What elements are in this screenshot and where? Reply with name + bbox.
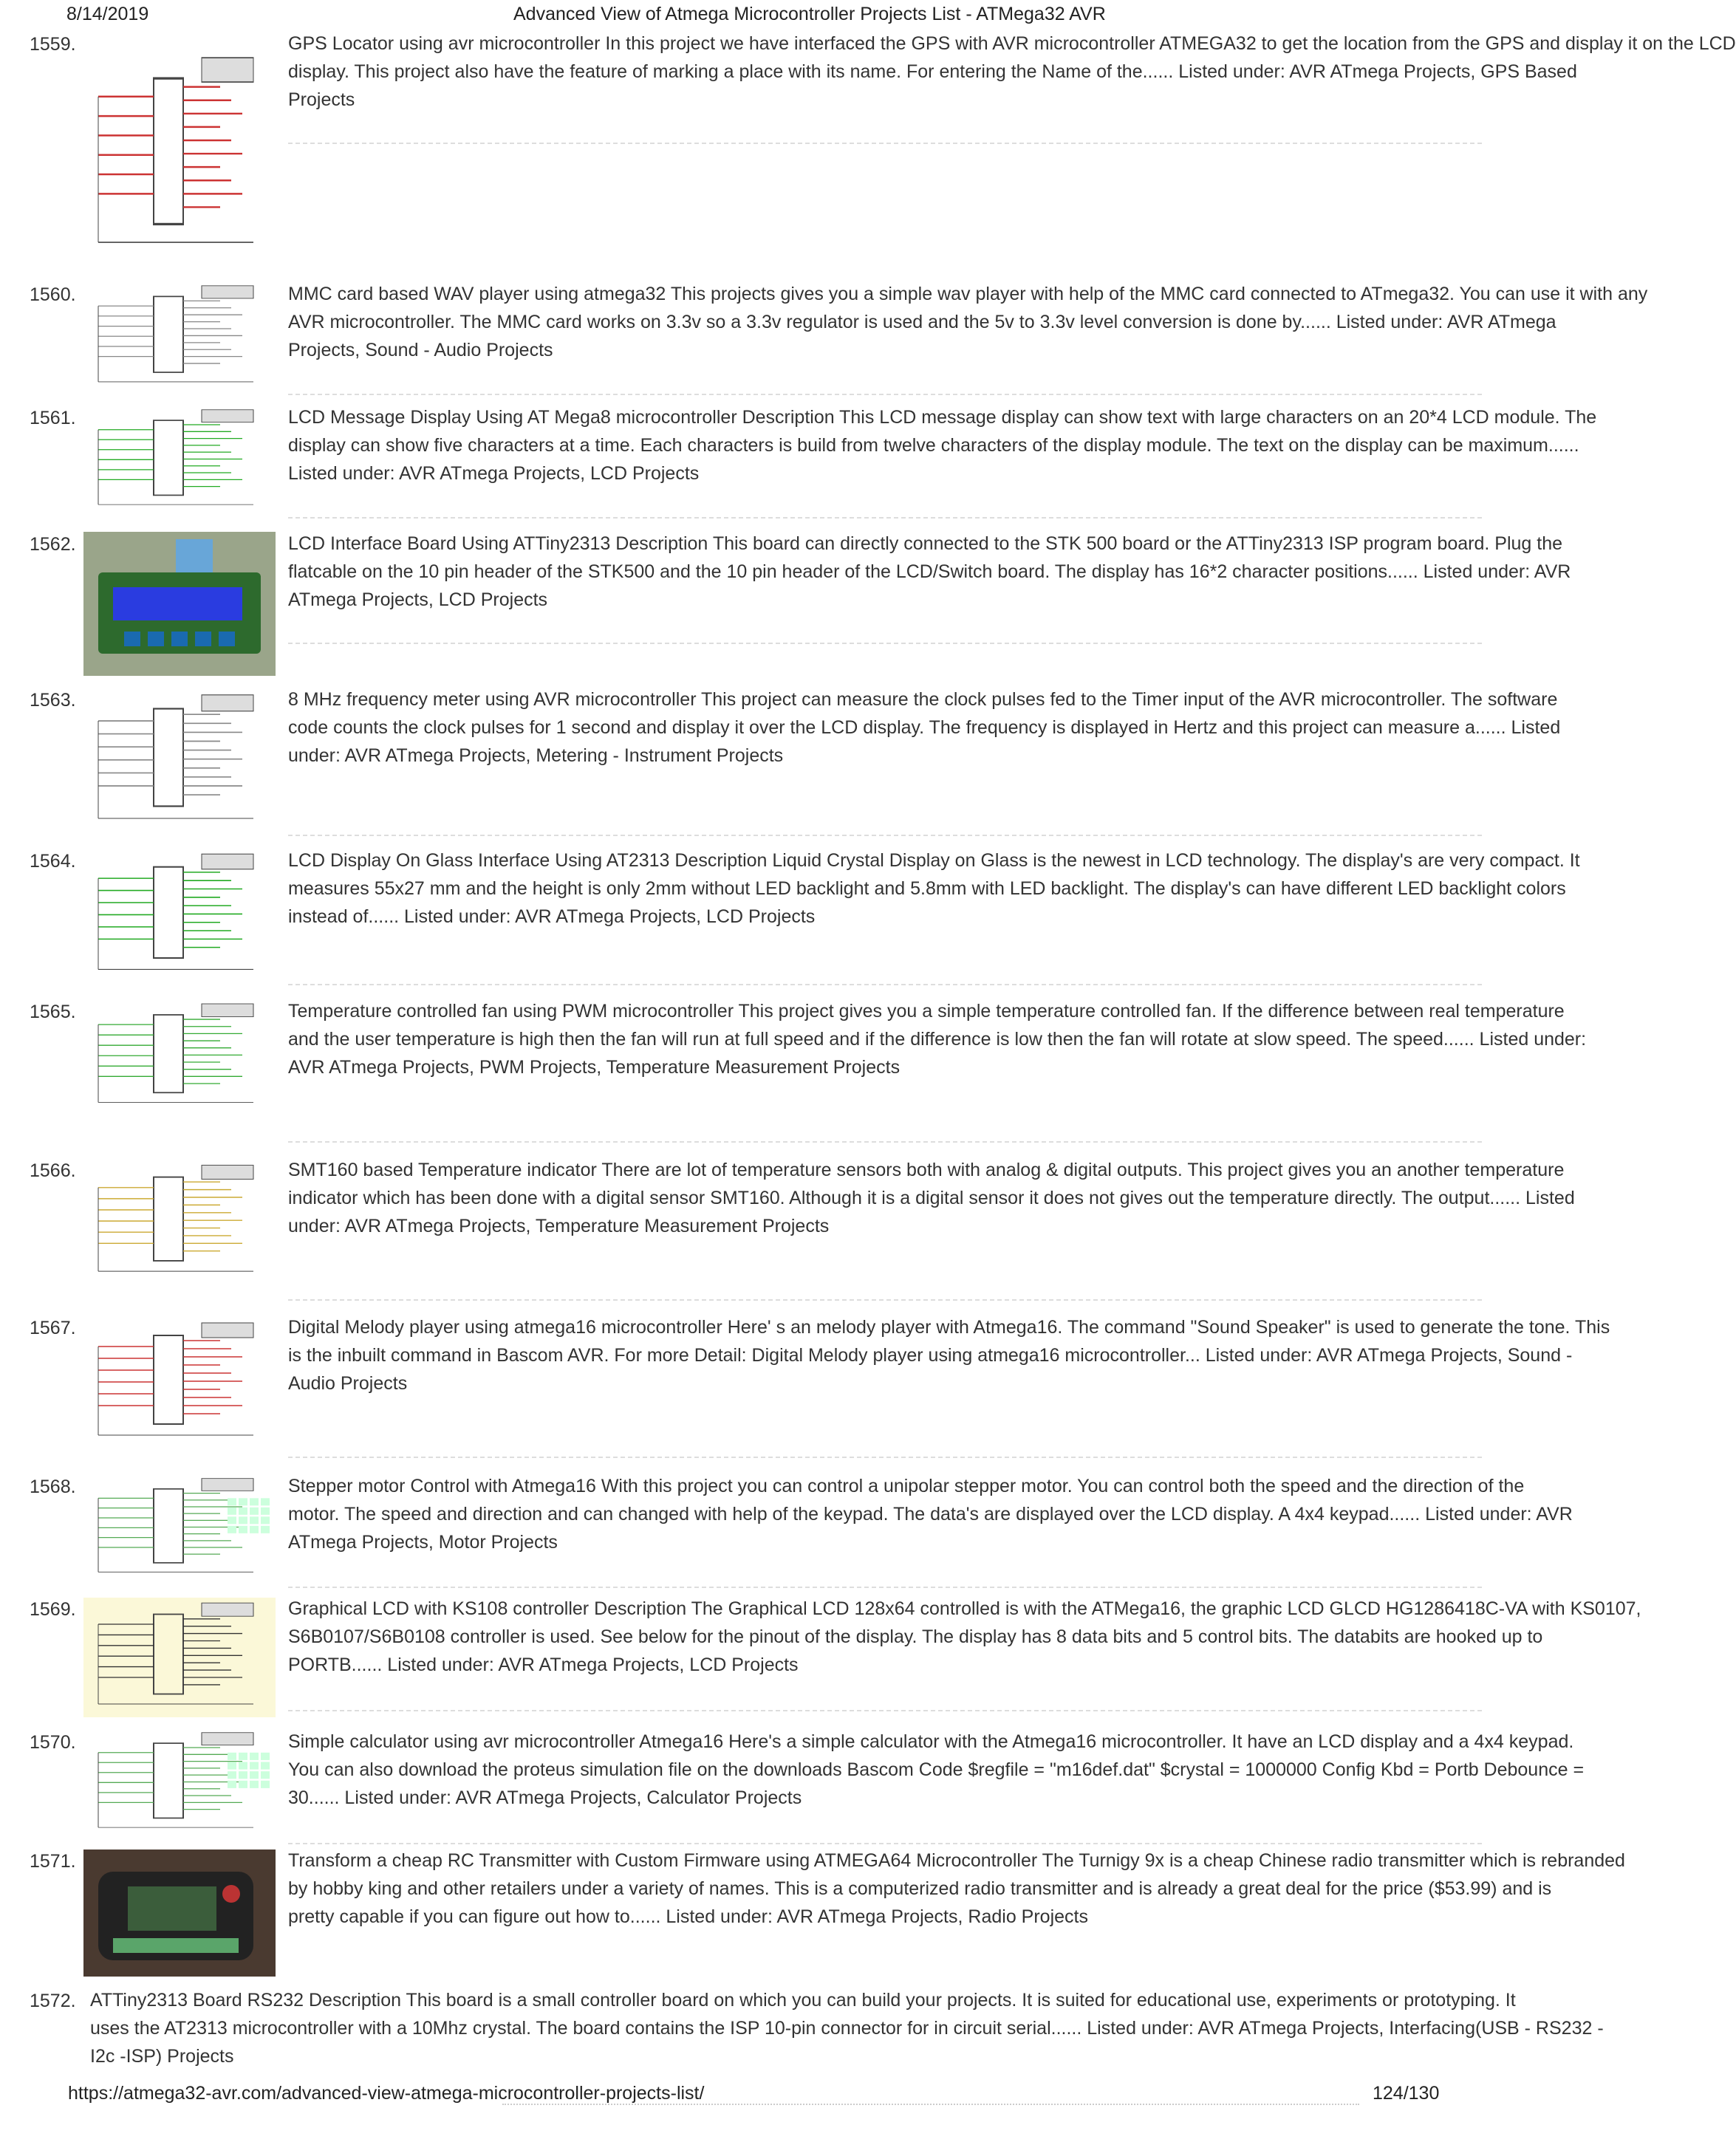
item-number: 1568.	[30, 1477, 76, 1497]
description-line: Projects, Sound - Audio Projects	[288, 340, 553, 360]
footer-url-link[interactable]: https://atmega32-avr.com/advanced-view-atmega-microcontroller-projects-list/	[68, 2083, 705, 2104]
project-thumbnail[interactable]	[83, 999, 276, 1115]
description-line: MMC card based WAV player using atmega32 This projects gives you a simple wav player with help of the MMC card connected to ATmega32. You can use it with any	[288, 284, 1648, 304]
item-number: 1562.	[30, 534, 76, 555]
description-line: LCD Message Display Using AT Mega8 microcontroller Description This LCD message display can show text with large characters on an 20*4 LCD module. The	[288, 407, 1597, 428]
item-number: 1561.	[30, 408, 76, 428]
page-number: 124/130	[1373, 2083, 1440, 2104]
item-number: 1559.	[30, 34, 76, 55]
description-line: uses the AT2313 microcontroller with a 10Mhz crystal. The board contains the ISP 10-pin connector for in circuit serial...... Listed under: AVR ATmega Projects, Interfacing(USB - RS232 -	[90, 2018, 1604, 2039]
item-separator	[288, 1457, 1482, 1458]
item-separator	[288, 143, 1482, 144]
item-separator	[288, 835, 1482, 836]
description-line: is the inbuilt command in Bascom AVR. For more Detail: Digital Melody player using atmega16 microcontroller... Listed under: AVR ATmega Projects, Sound -	[288, 1345, 1573, 1366]
description-line: You can also download the proteus simulation file on the downloads Bascom Code $regfile = "m16def.dat" $crystal = 1000000 Config Kbd = Portb Debounce =	[288, 1759, 1585, 1780]
footer-dotted-line	[502, 2104, 1359, 2105]
description-line: ATmega Projects, LCD Projects	[288, 589, 548, 610]
project-thumbnail[interactable]	[83, 1317, 276, 1450]
description-line: under: AVR ATmega Projects, Temperature Measurement Projects	[288, 1216, 830, 1236]
description-line: Stepper motor Control with Atmega16 With this project you can control a unipolar stepper motor. You can control both the speed and the direction of the	[288, 1476, 1525, 1496]
description-line: under: AVR ATmega Projects, Metering - Instrument Projects	[288, 745, 784, 766]
description-line: code counts the clock pulses for 1 second and display it over the LCD display. The frequency is displayed in Hertz and this project can measure a...... Listed	[288, 717, 1561, 738]
project-thumbnail[interactable]	[83, 848, 276, 985]
project-description[interactable]	[288, 1595, 1641, 1679]
description-line: ATmega Projects, Motor Projects	[288, 1532, 558, 1553]
project-description[interactable]	[288, 1728, 1585, 1812]
project-description[interactable]	[288, 403, 1597, 487]
item-number: 1569.	[30, 1599, 76, 1620]
item-separator	[288, 1299, 1482, 1301]
description-line: SMT160 based Temperature indicator There are lot of temperature sensors both with analog & digital outputs. This project gives you an another temperature	[288, 1160, 1565, 1180]
project-thumbnail[interactable]	[83, 1474, 276, 1584]
project-thumbnail[interactable]	[83, 1160, 276, 1285]
project-thumbnail[interactable]	[83, 1850, 276, 1977]
project-thumbnail[interactable]	[83, 532, 276, 676]
description-line: Listed under: AVR ATmega Projects, LCD Projects	[288, 463, 700, 484]
item-number: 1563.	[30, 690, 76, 711]
item-number: 1572.	[30, 1991, 76, 2011]
project-description[interactable]	[288, 530, 1571, 614]
description-line: display can show five characters at a time. Each characters is build from twelve characters of the display module. The text on the display can be maximum......	[288, 435, 1579, 456]
item-separator	[288, 1141, 1482, 1143]
item-number: 1570.	[30, 1732, 76, 1753]
description-line: 8 MHz frequency meter using AVR microcontroller This project can measure the clock pulses fed to the Timer input of the AVR microcontroller. The software	[288, 689, 1558, 710]
description-line: measures 55x27 mm and the height is only 2mm without LED backlight and 5.8mm with LED backlight. The display's can have different LED backlight colors	[288, 878, 1566, 899]
item-number: 1565.	[30, 1002, 76, 1022]
item-number: 1560.	[30, 284, 76, 305]
item-separator	[288, 1587, 1482, 1588]
description-line: PORTB...... Listed under: AVR ATmega Projects, LCD Projects	[288, 1655, 799, 1675]
description-line: motor. The speed and direction and can changed with help of the keypad. The data's are displayed over the LCD display. A 4x4 keypad...... Listed under: AVR	[288, 1504, 1573, 1525]
item-separator	[288, 394, 1482, 395]
description-line: pretty capable if you can figure out how to...... Listed under: AVR ATmega Projects, Radio Projects	[288, 1906, 1088, 1927]
project-thumbnail[interactable]	[83, 1728, 276, 1840]
project-thumbnail[interactable]	[83, 405, 276, 517]
item-separator	[288, 517, 1482, 519]
item-separator	[288, 643, 1482, 644]
item-separator	[288, 1710, 1482, 1711]
description-line: I2c -ISP) Projects	[90, 2046, 234, 2067]
description-line: flatcable on the 10 pin header of the STK500 and the 10 pin header of the LCD/Switch board. The display has 16*2 character positions...... Listed under: AVR	[288, 561, 1571, 582]
page-title: Advanced View of Atmega Microcontroller Projects List - ATMega32 AVR	[513, 4, 1106, 24]
project-description[interactable]	[288, 1472, 1573, 1556]
project-description[interactable]	[90, 1986, 1604, 2070]
item-number: 1566.	[30, 1160, 76, 1181]
project-description[interactable]	[288, 846, 1580, 931]
project-description[interactable]	[288, 1156, 1575, 1240]
project-description[interactable]	[288, 30, 1736, 114]
description-line: Audio Projects	[288, 1373, 408, 1394]
description-line: GPS Locator using avr microcontroller In this project we have interfaced the GPS with AVR microcontroller ATMEGA32 to get the location from the GPS and display it on the LCD	[288, 33, 1736, 54]
description-line: Transform a cheap RC Transmitter with Custom Firmware using ATMEGA64 Microcontroller The Turnigy 9x is a cheap Chinese radio transmitter which is rebranded	[288, 1850, 1625, 1871]
project-thumbnail[interactable]	[83, 688, 276, 835]
project-description[interactable]	[288, 280, 1648, 364]
description-line: LCD Interface Board Using ATTiny2313 Description This board can directly connected to the STK 500 board or the ATTiny2313 ISP program board. Plug the	[288, 533, 1563, 554]
description-line: indicator which has been done with a digital sensor SMT160. Although it is a digital sensor it does not gives out the temperature directly. The output...... Listed	[288, 1188, 1575, 1208]
project-thumbnail[interactable]	[83, 281, 276, 394]
description-line: S6B0107/S6B0108 controller is used. See below for the pinout of the display. The display has 8 data bits and 5 control bits. The databits are hooked up to	[288, 1626, 1543, 1647]
project-description[interactable]	[288, 997, 1587, 1081]
item-number: 1571.	[30, 1851, 76, 1872]
description-line: Temperature controlled fan using PWM microcontroller This project gives you a simple temperature controlled fan. If the difference between real temperature	[288, 1001, 1565, 1022]
description-line: display. This project also have the feature of marking a place with its name. For entering the Name of the...... Listed under: AVR ATmega Projects, GPS Based	[288, 61, 1577, 82]
project-description[interactable]	[288, 1847, 1625, 1931]
project-thumbnail[interactable]	[83, 48, 276, 267]
description-line: by hobby king and other retailers under a variety of names. This is a computerized radio transmitter and is already a great deal for the price ($53.99) and is	[288, 1878, 1552, 1899]
item-number: 1567.	[30, 1318, 76, 1338]
item-separator	[288, 984, 1482, 985]
item-separator	[288, 1843, 1482, 1844]
print-date: 8/14/2019	[66, 4, 149, 24]
description-line: LCD Display On Glass Interface Using AT2313 Description Liquid Crystal Display on Glass is the newest in LCD technology. The display's are very compact. It	[288, 850, 1580, 871]
description-line: AVR ATmega Projects, PWM Projects, Temperature Measurement Projects	[288, 1057, 901, 1078]
description-line: AVR microcontroller. The MMC card works on 3.3v so a 3.3v regulator is used and the 5v to 3.3v level conversion is done by...... Listed under: AVR ATmega	[288, 312, 1556, 332]
project-description[interactable]	[288, 685, 1561, 770]
description-line: Digital Melody player using atmega16 microcontroller Here' s an melody player with Atmega16. The command "Sound Speaker" is used to generate the tone. This	[288, 1317, 1610, 1338]
item-number: 1564.	[30, 851, 76, 872]
description-line: and the user temperature is high then the fan will run at full speed and if the difference is low then the fan will rotate at slow speed. The speed...... Listed under:	[288, 1029, 1587, 1050]
description-line: instead of...... Listed under: AVR ATmega Projects, LCD Projects	[288, 906, 816, 927]
project-description[interactable]	[288, 1313, 1610, 1397]
description-line: Simple calculator using avr microcontroller Atmega16 Here's a simple calculator with the Atmega16 microcontroller. It have an LCD display and a 4x4 keypad.	[288, 1731, 1574, 1752]
description-line: Projects	[288, 89, 355, 110]
project-thumbnail[interactable]	[83, 1598, 276, 1717]
description-line: 30...... Listed under: AVR ATmega Projects, Calculator Projects	[288, 1787, 802, 1808]
description-line: ATTiny2313 Board RS232 Description This board is a small controller board on which you can build your projects. It is suited for educational use, experiments or prototyping. It	[90, 1990, 1516, 2011]
description-line: Graphical LCD with KS108 controller Description The Graphical LCD 128x64 controlled is with the ATMega16, the graphic LCD GLCD HG1286418C-VA with KS0107,	[288, 1598, 1641, 1619]
